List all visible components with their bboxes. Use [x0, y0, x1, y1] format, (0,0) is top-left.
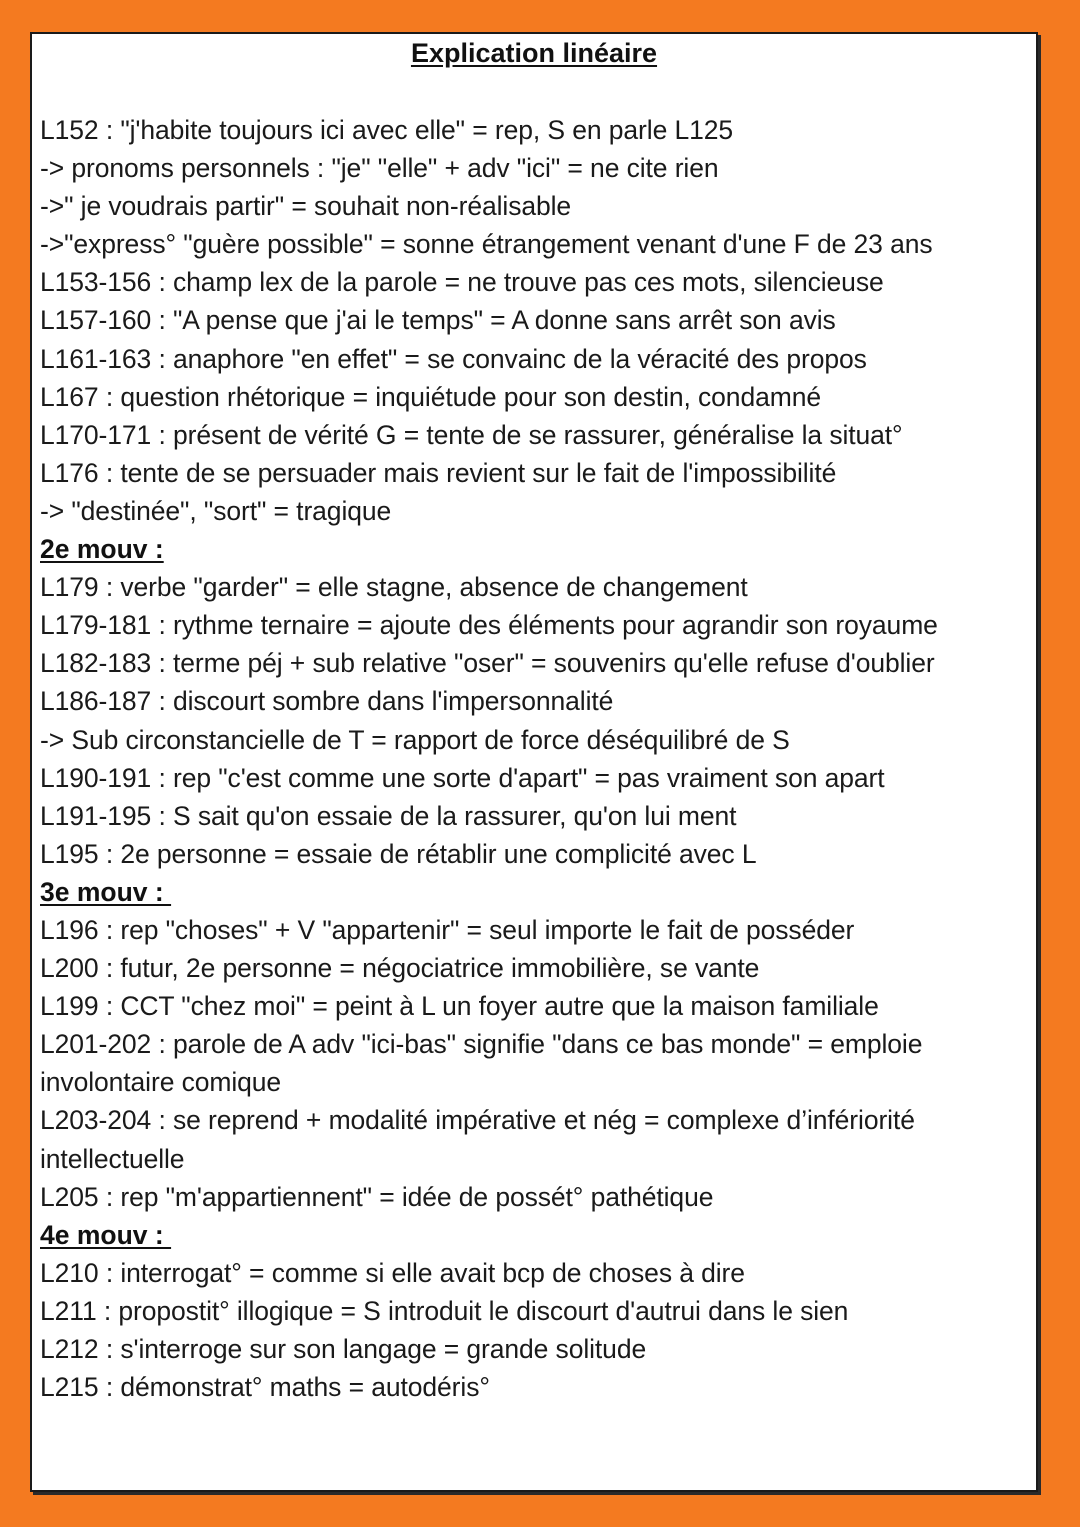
note-line: L182-183 : terme péj + sub relative "oser" = souvenirs qu'elle refuse d'oublier — [40, 648, 935, 679]
note-line: L179-181 : rythme ternaire = ajoute des éléments pour agrandir son royaume — [40, 610, 938, 641]
note-line: L211 : propostit° illogique = S introduit le discourt d'autrui dans le sien — [40, 1295, 849, 1326]
note-line: L199 : CCT "chez moi" = peint à L un foyer autre que la maison familiale — [40, 991, 879, 1022]
note-line: L191-195 : S sait qu'on essaie de la rassurer, qu'on lui ment — [40, 800, 737, 831]
note-line: L195 : 2e personne = essaie de rétablir une complicité avec L — [40, 838, 757, 869]
note-line: ->"express° "guère possible" = sonne étrangement venant d'une F de 23 ans — [40, 229, 933, 260]
note-line: L200 : futur, 2e personne = négociatrice immobilière, se vante — [40, 953, 760, 984]
note-line: L203-204 : se reprend + modalité impérative et nég = complexe d’infériorité — [40, 1105, 915, 1136]
note-line: L167 : question rhétorique = inquiétude pour son destin, condamné — [40, 381, 821, 412]
note-line: L190-191 : rep "c'est comme une sorte d'apart" = pas vraiment son apart — [40, 762, 885, 793]
note-line: L196 : rep "choses" + V "appartenir" = seul importe le fait de posséder — [40, 914, 855, 945]
note-line: L161-163 : anaphore "en effet" = se convainc de la véracité des propos — [40, 343, 867, 374]
note-line: L176 : tente de se persuader mais revient sur le fait de l'impossibilité — [40, 457, 837, 488]
section-heading-4e-mouv: 4e mouv : — [40, 1219, 172, 1250]
section-heading-2e-mouv: 2e mouv : — [40, 534, 164, 565]
note-line: L157-160 : "A pense que j'ai le temps" = A donne sans arrêt son avis — [40, 305, 836, 336]
note-line: involontaire comique — [40, 1067, 282, 1098]
notes-content — [40, 111, 1030, 1406]
page-title: Explication linéaire — [410, 38, 658, 68]
section-heading-3e-mouv: 3e mouv : — [40, 876, 172, 907]
note-line: L212 : s'interroge sur son langage = grande solitude — [40, 1334, 647, 1364]
note-line: L179 : verbe "garder" = elle stagne, absence de changement — [40, 572, 748, 603]
note-line: intellectuelle — [40, 1143, 185, 1174]
note-line: ->" je voudrais partir" = souhait non-réalisable — [40, 191, 572, 222]
note-line: -> Sub circonstancielle de T = rapport de force déséquilibré de S — [40, 724, 790, 755]
note-line: L170-171 : présent de vérité G = tente de se rassurer, généralise la situat° — [40, 419, 903, 450]
note-line: L153-156 : champ lex de la parole = ne trouve pas ces mots, silencieuse — [40, 267, 884, 298]
note-line: L152 : "j'habite toujours ici avec elle" = rep, S en parle L125 — [40, 115, 734, 145]
notes-sheet — [30, 32, 1038, 1492]
note-line: -> "destinée", "sort" = tragique — [40, 495, 392, 526]
note-line: L210 : interrogat° = comme si elle avait bcp de choses à dire — [40, 1257, 745, 1288]
note-line: L215 : démonstrat° maths = autodéris° — [40, 1372, 490, 1403]
note-line: L205 : rep "m'appartiennent" = idée de possét° pathétique — [40, 1181, 714, 1212]
note-line: L186-187 : discourt sombre dans l'impersonnalité — [40, 686, 614, 717]
note-line: L201-202 : parole de A adv "ici-bas" signifie "dans ce bas monde" = emploie — [40, 1029, 923, 1060]
note-line: -> pronoms personnels : "je" "elle" + adv "ici" = ne cite rien — [40, 153, 719, 184]
